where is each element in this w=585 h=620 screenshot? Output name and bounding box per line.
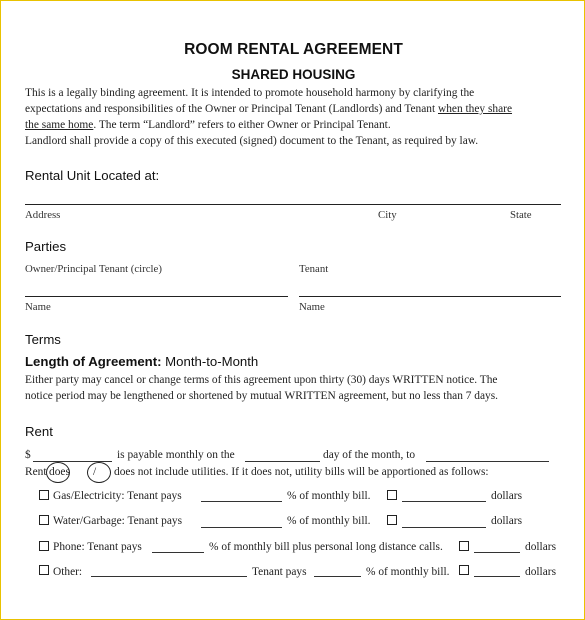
phone-dollars-text: dollars (525, 541, 557, 553)
water-label: Water/Garbage: Tenant pays (53, 515, 183, 527)
other-tenant-pays: Tenant pays (252, 566, 307, 578)
rent-payee-field[interactable] (426, 461, 549, 462)
gas-dollars-text: dollars (491, 490, 523, 502)
gas-dollars-field[interactable] (402, 501, 486, 502)
tenant-label: Tenant (299, 263, 329, 275)
other-percent-text: % of monthly bill. (366, 566, 450, 578)
does-word: does (49, 466, 70, 478)
rent-day-field[interactable] (245, 461, 320, 462)
state-label: State (510, 209, 532, 221)
other-dollars-checkbox[interactable] (459, 565, 469, 575)
terms-line-2: notice period may be lengthened or shortened by mutual WRITTEN agreement, but no less than 7 days. (25, 390, 499, 402)
rental-unit-address-line[interactable] (25, 204, 561, 205)
rental-unit-heading: Rental Unit Located at: (25, 168, 160, 183)
other-percent-field[interactable] (314, 576, 361, 577)
water-checkbox[interactable] (39, 515, 49, 525)
document-subtitle: SHARED HOUSING (231, 67, 356, 82)
rent-heading: Rent (25, 424, 53, 439)
address-label: Address (25, 209, 61, 221)
phone-label: Phone: Tenant pays (53, 541, 142, 553)
length-value: Month-to-Month (161, 354, 259, 369)
intro-line-3 (25, 119, 391, 131)
intro-line-2-text: expectations and responsibilities of the Owner or Principal Tenant (Landlords) and Tenant (25, 103, 438, 115)
terms-heading: Terms (25, 332, 61, 347)
phone-checkbox[interactable] (39, 541, 49, 551)
intro-underlined-phrase-a: when they share (438, 103, 513, 115)
water-dollars-field[interactable] (402, 527, 486, 528)
phone-dollars-checkbox[interactable] (459, 541, 469, 551)
tenant-name-label: Name (299, 301, 325, 313)
slash: / (93, 466, 97, 478)
intro-line-2 (25, 103, 512, 115)
water-percent-field[interactable] (201, 527, 282, 528)
does-not-text: does not include utilities. If it does not, utility bills will be apportioned as follows: (114, 466, 489, 478)
water-dollars-text: dollars (491, 515, 523, 527)
phone-percent-field[interactable] (152, 552, 204, 553)
phone-dollars-field[interactable] (474, 552, 520, 553)
gas-percent-text: % of monthly bill. (287, 490, 371, 502)
city-label: City (378, 209, 397, 221)
payable-text: is payable monthly on the (117, 449, 235, 461)
gas-dollars-checkbox[interactable] (387, 490, 397, 500)
intro-line-1: This is a legally binding agreement. It is intended to promote household harmony by clarifying the (25, 87, 475, 99)
other-checkbox[interactable] (39, 565, 49, 575)
intro-underlined-phrase-b: the same home (25, 119, 94, 131)
length-of-agreement (25, 353, 258, 371)
dollar-sign: $ (25, 449, 31, 461)
gas-percent-field[interactable] (201, 501, 282, 502)
other-description-field[interactable] (91, 576, 247, 577)
day-text: day of the month, to (323, 449, 416, 461)
parties-heading: Parties (25, 239, 67, 254)
other-dollars-field[interactable] (474, 576, 520, 577)
intro-line-3-text: . The term “Landlord” refers to either Owner or Principal Tenant. (93, 119, 391, 131)
gas-checkbox[interactable] (39, 490, 49, 500)
phone-percent-text: % of monthly bill plus personal long distance calls. (209, 541, 443, 553)
intro-line-4: Landlord shall provide a copy of this executed (signed) document to the Tenant, as required by law. (25, 135, 479, 147)
owner-label: Owner/Principal Tenant (circle) (25, 263, 162, 275)
terms-line-1: Either party may cancel or change terms of this agreement upon thirty (30) days WRITTEN notice. The (25, 374, 498, 386)
does-not-circle-mark[interactable] (87, 462, 111, 483)
rent-word: Rent (25, 466, 47, 478)
other-label: Other: (53, 566, 83, 578)
owner-name-label: Name (25, 301, 51, 313)
length-label: Length of Agreement: (25, 354, 162, 369)
water-percent-text: % of monthly bill. (287, 515, 371, 527)
other-dollars-text: dollars (525, 566, 557, 578)
tenant-name-line[interactable] (299, 296, 561, 297)
water-dollars-checkbox[interactable] (387, 515, 397, 525)
gas-label: Gas/Electricity: Tenant pays (53, 490, 182, 502)
document-title: ROOM RENTAL AGREEMENT (184, 41, 403, 58)
owner-name-line[interactable] (25, 296, 288, 297)
